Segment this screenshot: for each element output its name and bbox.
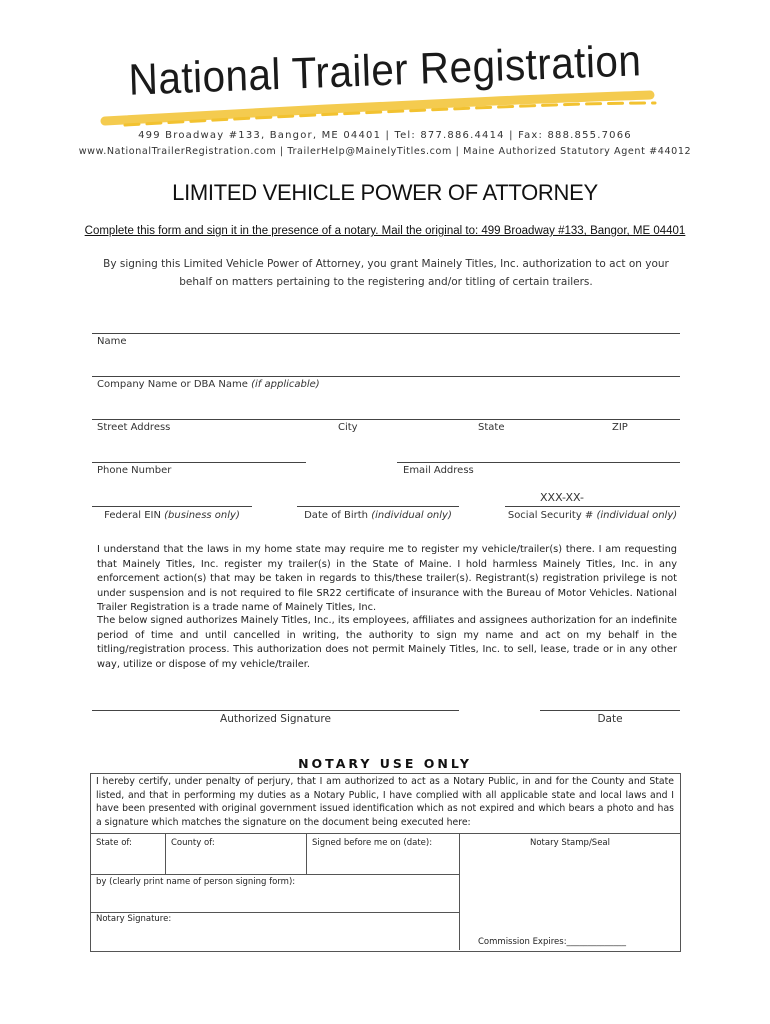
notary-grid-v1	[165, 833, 166, 874]
hold-harmless-paragraph: I understand that the laws in my home state may require me to register my vehicle/trailer(s) there. I am requesting that Mainely Titles, Inc. register my trailer(s) in the State of Maine. I hold harmless Mainely Titles, Inc. in any enforcement action(s) that may be taken in regards to this/these trailer(s). Registrant(s) registration privilege is not under suspension and is not required to file SR22 certificate of insurance with the Bureau of Motor Vehicles. National Trailer Registration is a trade name of Mainely Titles, Inc.	[97, 544, 677, 613]
email-label: Email Address	[403, 465, 474, 476]
notary-county-field[interactable]: County of:	[171, 838, 215, 848]
signature-label: Authorized Signature	[220, 713, 331, 725]
company-label-text: Company Name or DBA Name	[97, 379, 248, 390]
notary-certification: I hereby certify, under penalty of perjury, that I am authorized to act as a Notary Public, in and for the County and State listed, and that in performing my duties as a Notary Public, I have complied with all applicable state and local laws and I have been presented with original government issued identification which as not expired and which bears a photo and has a signature which matches the signature on the document being executed here:	[96, 776, 674, 828]
ssn-prefill: XXX-XX-	[540, 491, 584, 504]
notary-heading: NOTARY USE ONLY	[298, 756, 472, 771]
name-field[interactable]	[92, 333, 680, 334]
notary-stamp-area[interactable]: Notary Stamp/Seal	[530, 838, 610, 848]
zip-label: ZIP	[612, 422, 628, 433]
intro-paragraph: By signing this Limited Vehicle Power of Attorney, you grant Mainely Titles, Inc. authorization to act on your behalf on matters pertaining to the registering and/or titling of certain trailers.	[103, 258, 669, 288]
company-field[interactable]	[92, 376, 680, 377]
notary-grid-h3	[90, 912, 460, 913]
company-label-note: (if applicable)	[251, 379, 320, 390]
notary-grid-v3	[459, 833, 460, 950]
street-label: Street Address	[97, 422, 171, 433]
date-field[interactable]	[540, 710, 680, 711]
ein-label-note: (business only)	[164, 510, 240, 521]
dob-label-note: (individual only)	[371, 510, 452, 521]
notary-grid-top	[90, 833, 680, 834]
web-line: www.NationalTrailerRegistration.com | TrailerHelp@MainelyTitles.com | Maine Authorized Statutory Agent #44012	[78, 146, 692, 157]
state-label: State	[478, 422, 505, 433]
city-label: City	[338, 422, 358, 433]
notary-grid-h2	[90, 874, 460, 875]
dob-label-text: Date of Birth	[304, 510, 369, 521]
notary-print-name-field[interactable]: by (clearly print name of person signing form):	[96, 877, 296, 887]
signature-field[interactable]	[92, 710, 459, 711]
authorization-paragraph: The below signed authorizes Mainely Titles, Inc., its employees, affiliates and assignees authorization for an indefinite period of time and until cancelled in writing, the authority to sign my name and act on my behalf in the titling/registration process. This authorization does not permit Mainely Titles, Inc. to sell, lease, trade or in any other way, utilize or dispose of my vehicle/trailer.	[97, 615, 677, 670]
phone-label: Phone Number	[97, 465, 172, 476]
page-title: LIMITED VEHICLE POWER OF ATTORNEY	[172, 180, 598, 205]
notary-grid-v2	[306, 833, 307, 874]
company-label	[97, 379, 320, 390]
phone-field[interactable]	[92, 462, 306, 463]
ssn-label-note: (individual only)	[596, 510, 678, 521]
email-field[interactable]	[397, 462, 680, 463]
ssn-field[interactable]	[505, 506, 680, 507]
ein-label	[92, 510, 252, 521]
notary-signed-date-field[interactable]: Signed before me on (date):	[312, 838, 433, 848]
mailing-instructions: Complete this form and sign it in the presence of a notary. Mail the original to: 499 Broadway #133, Bangor, ME 04401	[84, 225, 686, 237]
address-line: 499 Broadway #133, Bangor, ME 04401 | Tel: 877.886.4414 | Fax: 888.855.7066	[138, 130, 632, 141]
logo-text: National Trailer Registration	[127, 36, 643, 105]
ssn-label-text: Social Security #	[507, 510, 594, 521]
ssn-label	[505, 510, 680, 521]
address-row-field[interactable]	[92, 419, 680, 420]
dob-label	[297, 510, 459, 521]
notary-signature-field[interactable]: Notary Signature:	[96, 914, 172, 924]
notary-commission-expires[interactable]: Commission Expires:______________	[478, 937, 627, 947]
ein-field[interactable]	[92, 506, 252, 507]
ein-label-text: Federal EIN	[104, 510, 161, 521]
notary-state-field[interactable]: State of:	[96, 838, 132, 848]
date-label: Date	[597, 713, 623, 725]
dob-field[interactable]	[297, 506, 459, 507]
name-label: Name	[97, 336, 127, 347]
